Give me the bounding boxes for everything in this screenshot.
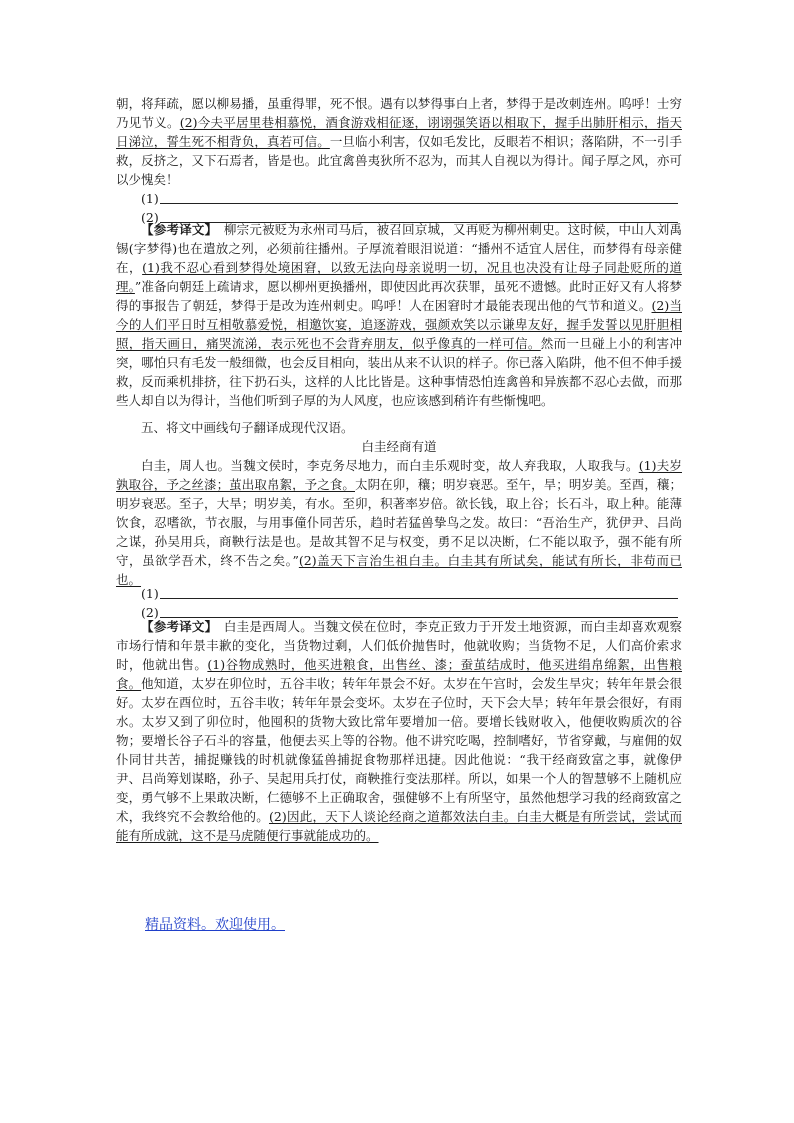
reference-underlined-1: (1)谷物成熟时，他买进粮食，出售丝、漆；蚕茧结成时，他买进绢帛绵絮，出售粮食。 — [116, 657, 682, 691]
passage-1-continuation — [116, 94, 682, 189]
footer-link[interactable]: 精品资料。欢迎使用。 — [145, 917, 285, 933]
passage-1-text-b: 一旦临小利害，仅如毛发比，反眼若不相识；落陷阱，不一引手救，反挤之，又下石焉者，皆是也。此宜禽兽夷狄所不忍为，而其人自视以为得计。闻子厚之风，亦可以少愧矣！ — [116, 134, 682, 187]
passage-2-text-b: 太阴在卯，穰；明岁衰恶。至午，旱；明岁美。至酉，穰；明岁衰恶。至子，大旱；明岁美，有水。至卯，积著率岁倍。欲长钱，取上谷；长石斗，取上种。能薄饮食，忍嗜欲，节衣服，与用事僮仆同苦乐，趋时若猛兽挚鸟之发。故曰：“吾治生产，犹伊尹、吕尚之谋，孙吴用兵，商鞅行法是也。是故其智不足与权变，勇不足以决断，仁不能以取予，强不能有所守，虽欲学吾术，终不告之矣。” — [116, 477, 682, 568]
passage-1-paragraph — [116, 94, 682, 189]
reference-paragraph — [116, 617, 682, 845]
passage-1-underlined-sentence-2: (2)今夫平居里巷相慕悦，酒食游戏相征逐，诩诩强笑语以相取下，握手出肺肝相示，指天日涕泣，誓生死不相背负，真若可信。 — [116, 115, 682, 149]
reference-translation-2 — [116, 617, 682, 845]
answer-line[interactable] — [116, 189, 682, 208]
passage-2-underlined-1: (1)夫岁孰取谷，予之丝漆；茧出取帛絮，予之食。 — [116, 458, 682, 492]
reference-underlined-1: (1)我不忍心看到梦得处境困窘，以致无法向母亲说明一切，况且也决没有让母子同赴贬所的道理。 — [116, 260, 682, 294]
answer-number: (1) — [141, 191, 159, 206]
answer-line[interactable] — [116, 584, 682, 603]
reference-text-b: 他知道，太岁在卯位时，五谷丰收；转年年景会不好。太岁在午宫时，会发生旱灾；转年年景会很好。太岁在酉位时，五谷丰收；转年年景会变坏。太岁在子位时，天下会大旱；转年年景会很好，有雨水。太岁又到了卯位时，他囤积的货物大致比常年要增加一倍。要增长钱财收入，他便收购质次的谷物；要增长谷子石斗的容量，他便去买上等的谷物。他不讲究吃喝，控制嗜好，节省穿戴，与雇佣的奴仆同甘共苦，捕捉赚钱的时机就像猛兽捕捉食物那样迅捷。因此他说：“我干经商致富之事，就像伊尹、吕尚筹划谋略，孙子、吴起用兵打仗，商鞅推行变法那样。所以，如果一个人的智慧够不上随机应变，勇气够不上果敢决断，仁德够不上正确取舍，强健够不上有所坚守，虽然他想学习我的经商致富之术，我终究不会教给他的。 — [116, 676, 682, 824]
reference-label: 【参考译文】 — [141, 619, 212, 634]
reference-text-b: ”准备向朝廷上疏请求，愿以柳州更换播州，即使因此再次获罪，虽死不遗憾。此时正好又有人将梦得的事报告了朝廷，梦得于是改为连州刺史。呜呼！人在困窘时才最能表现出他的气节和道义。 — [116, 279, 682, 313]
passage-2-text-a: 白圭，周人也。当魏文侯时，李克务尽地力，而白圭乐观时变，故人弃我取，人取我与。 — [141, 458, 639, 473]
reference-underlined-2: (2)因此，天下人谈论经商之道都效法白圭。白圭大概是有所尝试，尝试而能有所成就，这不是马虎随便行事就能成功的。 — [116, 809, 682, 843]
reference-paragraph — [116, 220, 682, 410]
question-5-block — [116, 418, 682, 589]
answer-number: (2) — [141, 605, 159, 620]
reference-text-a: 柳宗元被贬为永州司马后，被召回京城，又再贬为柳州刺史。这时候，中山人刘禹锡(字梦得)也在遣放之列，必须前往播州。子厚流着眼泪说道：“播州不适宜人居住，而梦得有母亲健在， — [116, 222, 682, 275]
reference-translation-1 — [116, 220, 682, 410]
reference-text-c: 然而一旦碰上小的利害冲突，哪怕只有毛发一般细微，也会反目相向，装出从来不认识的样子。你已落入陷阱，他不但不伸手援救，反而乘机排挤，往下扔石头，这样的人比比皆是。这种事情恐怕连禽兽和异族都不忍心去做，而那些人却自以为得计，当他们听到子厚的为人风度，也应该感到稍许有些惭愧吧。 — [116, 336, 682, 408]
answer-number: (1) — [141, 586, 159, 601]
passage-1-text-a: 朝，将拜疏，愿以柳易播，虽重得罪，死不恨。遇有以梦得事白上者，梦得于是改刺连州。呜呼！士穷乃见节义。 — [116, 96, 682, 130]
answer-number: (2) — [141, 210, 159, 225]
question-instruction: 五、将文中画线句子翻译成现代汉语。 — [141, 420, 354, 435]
passage-title: 白圭经商有道 — [361, 439, 437, 454]
passage-2-paragraph — [116, 456, 682, 589]
reference-underlined-2: (2)当今的人们平日时互相敬慕爱悦，相邀饮宴，追逐游戏，强颜欢笑以示谦卑友好，握手发誓以见肝胆相照，指天画日，痛哭流涕，表示死也不会背弃朋友，似乎像真的一样可信。 — [116, 298, 682, 351]
passage-2-underlined-2: (2)盖天下言治生祖白圭。白圭其有所试矣，能试有所长，非苟而已也。 — [116, 553, 682, 587]
reference-label: 【参考译文】 — [141, 222, 212, 237]
reference-text-a: 白圭是西周人。当魏文侯在位时，李克正致力于开发土地资源，而白圭却喜欢观察市场行情和年景丰歉的变化，当货物过剩，人们低价抛售时，他就收购；当货物不足，人们高价索求时，他就出售。 — [116, 619, 682, 672]
